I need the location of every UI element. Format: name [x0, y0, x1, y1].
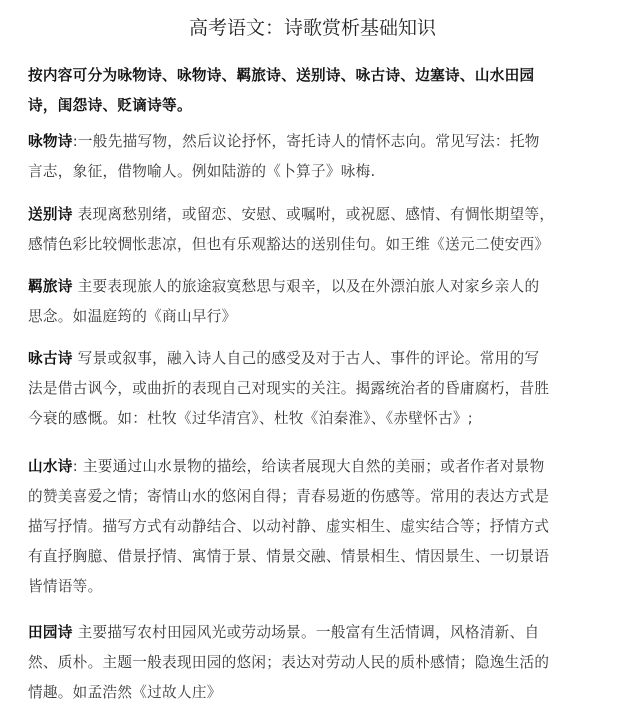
- text-line: 主要表现旅人的旅途寂寞愁思与艰辛，以及在外漂泊旅人对家乡亲人的: [72, 278, 540, 295]
- section-label: 咏古诗: [28, 350, 73, 367]
- intro-paragraph: [28, 61, 588, 121]
- section-jilv: [28, 272, 588, 332]
- section-yongwu: [28, 127, 588, 187]
- section-tianyuan: [28, 618, 588, 708]
- section-label: 送别诗: [28, 206, 73, 223]
- text-line: 思念。如温庭筠的《商山早行》: [28, 308, 237, 325]
- text-line: 有直抒胸臆、借景抒情、寓情于景、情景交融、情景相生、情因景生、一切景语: [28, 548, 550, 565]
- section-songbie: [28, 200, 588, 260]
- section-label: 咏物诗: [28, 133, 73, 150]
- text-line: 诗，闺怨诗、贬谪诗等。: [28, 97, 192, 114]
- text-line: 写景或叙事，融入诗人自己的感受及对于古人、事件的评论。常用的写: [72, 350, 540, 367]
- section-yonggu: [28, 344, 588, 434]
- text-line: 情趣。如孟浩然《过故人庄》: [28, 684, 222, 701]
- text-line: 皆情语等。: [28, 578, 103, 595]
- text-line: 法是借古讽今，或曲折的表现自己对现实的关注。揭露统治者的昏庸腐朽，昔胜: [28, 380, 550, 397]
- text-line: :一般先描写物，然后议论抒怀，寄托诗人的情怀志向。常见写法：托物: [72, 133, 540, 150]
- section-shanshui: [28, 452, 588, 602]
- text-line: 表现离愁别绪，或留恋、安慰、或嘱咐，或祝愿、感情、有惆怅期望等，: [72, 206, 555, 223]
- document-title: 高考语文：诗歌赏析基础知识: [188, 17, 436, 39]
- text-line: 言志，象征，借物喻人。例如陆游的《卜算子》咏梅.: [28, 163, 376, 180]
- text-line: 主要描写农村田园风光或劳动场景。一般富有生活情调，风格清新、自: [72, 624, 540, 641]
- text-line: 然、质朴。主题一般表现田园的悠闲；表达对劳动人民的质朴感情；隐逸生活的: [28, 654, 550, 671]
- text-line: 描写抒情。描写方式有动静结合、以动衬静、虚实相生、虚实结合等；抒情方式: [28, 518, 550, 535]
- text-line: 今衰的感慨。如：杜牧《过华清宫》、杜牧《泊秦淮》、《赤壁怀古》;: [28, 410, 474, 427]
- text-line: 感情色彩比较惆怅悲凉，但也有乐观豁达的送别佳句。如王维《送元二使安西》: [28, 236, 550, 253]
- text-line: 的赞美喜爱之情；寄情山水的悠闲自得；青春易逝的伤感等。常用的表达方式是: [28, 488, 550, 505]
- section-label: 田园诗: [28, 624, 73, 641]
- section-label: 羁旅诗: [28, 278, 73, 295]
- text-line: 按内容可分为咏物诗、咏物诗、羁旅诗、送别诗、咏古诗、边塞诗、山水田园: [28, 67, 535, 84]
- text-line: : 主要通过山水景物的描绘，给读者展现大自然的美丽；或者作者对景物: [72, 458, 545, 475]
- section-label: 山水诗: [28, 458, 73, 475]
